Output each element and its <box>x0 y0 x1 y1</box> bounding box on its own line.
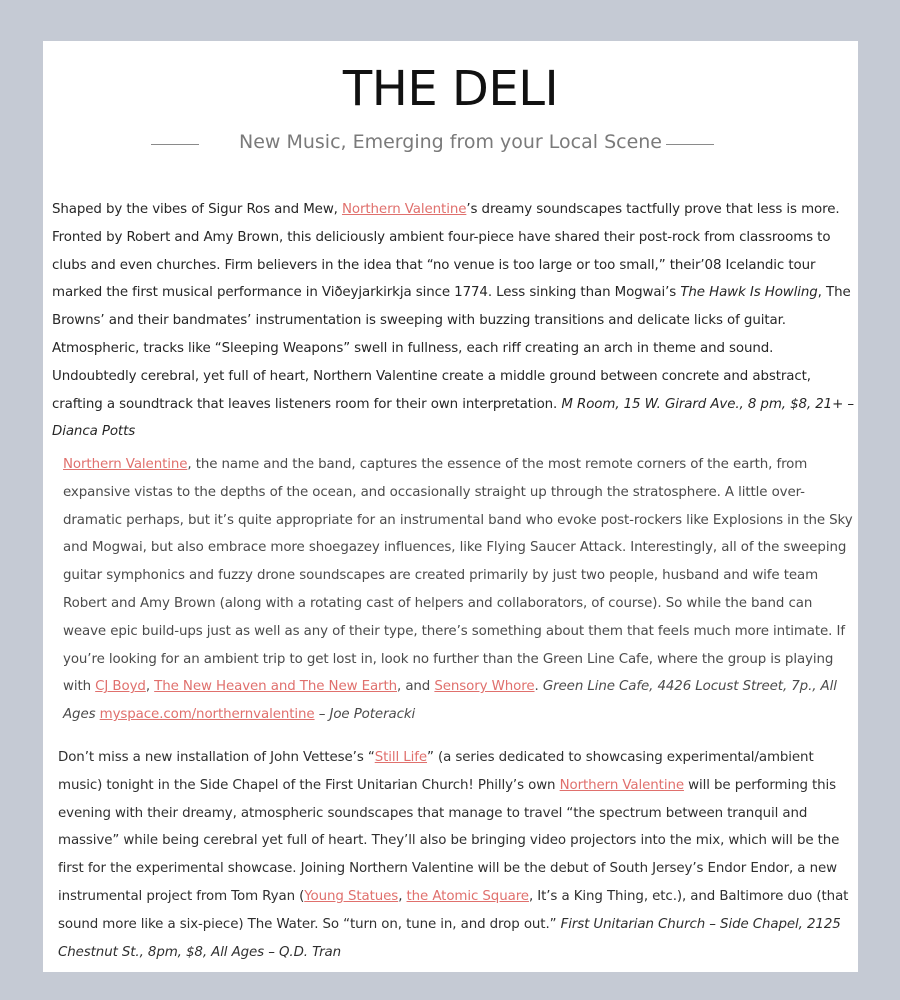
link-young-statues[interactable]: Young Statues <box>304 888 399 904</box>
review-qd-tran <box>58 744 853 966</box>
separator: . <box>534 679 543 695</box>
tagline-rule-right <box>666 144 714 145</box>
review-text: Shaped by the vibes of Sigur Ros and Mew, <box>52 202 342 217</box>
link-myspace[interactable]: myspace.com/northernvalentine <box>99 707 315 723</box>
link-atomic-square[interactable]: the Atomic Square <box>406 888 529 904</box>
separator: , and <box>397 679 435 695</box>
review-text: , the name and the band, captures the essence of the most remote corners of the earth, from expansive vistas to the depths of the ocean, and occasionally straight up through the stratosphere. A little over-dramatic perhaps, but it’s quite appropriate for an instrumental band who evoke post-rockers like Explosions in the Sky and Mogwai, but also embrace more shoegazey influences, like Flying Saucer Attack. Interestingly, all of the sweeping guitar symphonics and fuzzy drone soundscapes are created primarily by just two people, husband and wife team Robert and Amy Brown (along with a rotating cast of helpers and collaborators, of course). So while the band can weave epic build-ups just as well as any of their type, there’s something about them that feels much more intimate. If you’re looking for an ambient trip to get lost in, look no further than the Green Line Cafe, where the group is playing with <box>63 457 853 695</box>
link-new-heaven-new-earth[interactable]: The New Heaven and The New Earth <box>154 679 397 695</box>
link-still-life[interactable]: Still Life <box>374 750 428 765</box>
review-joe-poteracki <box>63 451 858 729</box>
author-credit: – Joe Poteracki <box>314 707 416 723</box>
event-details: M Room, 15 W. Girard Ave., 8 pm, $8, 21+ – Dianca Potts <box>52 396 854 440</box>
review-text: ’s dreamy soundscapes tactfully prove that less is more. Fronted by Robert and Amy Brown, this deliciously ambient four-piece have shared their post-rock from classrooms to clubs and even churches. Firm believers in the idea that “no venue is too large or too small,” their’08 Icelandic tour marked the first musical performance in Viðeyjarkirkja since 1774. Less sinking than Mogwai’s <box>52 202 840 301</box>
review-text: , The Browns’ and their bandmates’ instrumentation is sweeping with buzzing transitions and delicate licks of guitar. Atmospheric, tracks like “Sleeping Weapons” swell in fullness, each riff creating an arch in theme and sound. Undoubtedly cerebral, yet full of heart, Northern Valentine create a middle ground between concrete and abstract, crafting a soundtrack that leaves listeners room for their own interpretation. <box>52 285 851 412</box>
link-northern-valentine[interactable]: Northern Valentine <box>559 777 684 793</box>
link-sensory-whore[interactable]: Sensory Whore <box>434 679 535 695</box>
album-title: The Hawk Is Howling <box>680 285 818 301</box>
review-text: will be performing this evening with their dreamy, atmospheric soundscapes that manage to travel “the spectrum between tranquil and massive” while being cerebral yet full of heart. They’ll also be bringing video projectors into the mix, which will be the first for the experimental showcase. Joining Northern Valentine will be the debut of South Jersey’s Endor Endor, a new instrumental project from Tom Ryan ( <box>58 777 840 904</box>
review-text: Don’t miss a new installation of John Vettese’s “ <box>58 750 375 765</box>
review-text: ” (a series dedicated to showcasing experimental/ambient music) tonight in the Side Chapel of the First Unitarian Church! Philly’s own <box>58 750 814 793</box>
event-details: First Unitarian Church – Side Chapel, 2125 Chestnut St., 8pm, $8, All Ages – Q.D. Tran <box>58 916 841 960</box>
link-northern-valentine[interactable]: Northern Valentine <box>63 457 188 472</box>
review-text: , It’s a King Thing, etc.), and Baltimore duo (that sound more like a six-piece) The Water. So “turn on, tune in, and drop out.” <box>58 888 849 932</box>
article-page <box>43 41 858 972</box>
tagline-row <box>43 127 858 157</box>
event-details: Green Line Cafe, 4426 Locust Street, 7p., All Ages <box>63 679 837 723</box>
separator: , <box>145 679 155 695</box>
site-logo: THE DELI <box>342 61 559 117</box>
link-northern-valentine[interactable]: Northern Valentine <box>341 202 467 217</box>
site-tagline: New Music, Emerging from your Local Scene <box>238 131 662 153</box>
link-cj-boyd[interactable]: CJ Boyd <box>95 679 146 695</box>
review-dianca-potts <box>52 196 858 446</box>
separator: , <box>398 888 407 904</box>
